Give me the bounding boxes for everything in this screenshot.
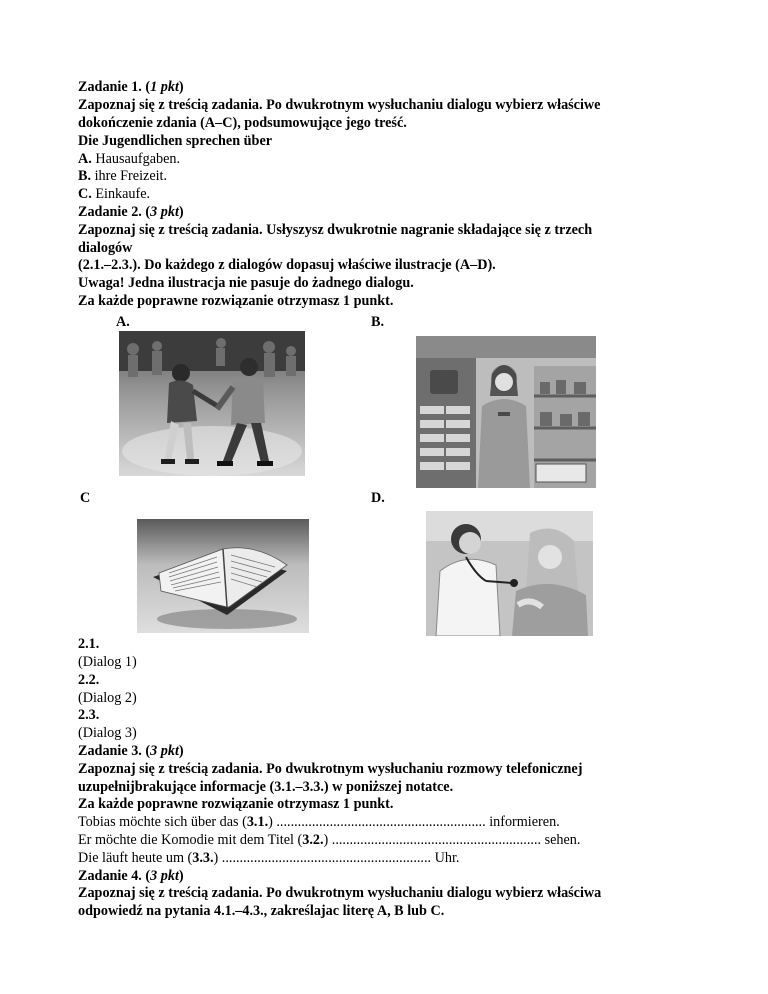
task3-sentence-1: Tobias möchte sich über das (3.1.) ........................................................... informieren. <box>78 814 560 830</box>
task3-sentence-3: Die läuft heute um (3.3.) ........................................................... Uhr. <box>78 850 460 866</box>
task3-sentence-2: Er möchte die Komodie mit dem Titel (3.2.) ........................................................... sehen. <box>78 832 581 848</box>
task1-option-c: C. Einkaufe. <box>78 186 151 202</box>
task3-instruction: uzupełnijbrakujące informacje (3.1.–3.3.) w poniższej notatce. <box>78 779 454 795</box>
ice-skating-image <box>119 331 305 476</box>
task1-instruction: Zapoznaj się z treścią zadania. Po dwukrotnym wysłuchaniu dialogu wybierz właściwe <box>78 97 601 113</box>
task2-title: Zadanie 2. (3 pkt) <box>78 204 184 220</box>
task1-instruction: dokończenie zdania (A–C), podsumowujące jego treść. <box>78 115 407 131</box>
image-label-a: A. <box>116 314 130 330</box>
task4-instruction: odpowiedź na pytania 4.1.–4.3., zakreślajac literę A, B lub C. <box>78 903 445 919</box>
task4-instruction: Zapoznaj się z treścią zadania. Po dwukrotnym wysłuchaniu dialogu wybierz właściwa <box>78 885 602 901</box>
task3-scoring: Za każde poprawne rozwiązanie otrzymasz 1 punkt. <box>78 796 394 812</box>
task1-option-a: A. Hausaufgaben. <box>78 151 181 167</box>
task3-instruction: Zapoznaj się z treścią zadania. Po dwukrotnym wysłuchaniu rozmowy telefonicznej <box>78 761 583 777</box>
task2-scoring: Za każde poprawne rozwiązanie otrzymasz 1 punkt. <box>78 293 394 309</box>
task2-instruction: (2.1.–2.3.). Do każdego z dialogów dopasuj właściwe ilustracje (A–D). <box>78 257 496 273</box>
item-2-1-number: 2.1. <box>78 636 100 652</box>
doctor-image <box>426 511 593 636</box>
item-2-2-dialog: (Dialog 2) <box>78 690 137 706</box>
item-2-3-number: 2.3. <box>78 707 100 723</box>
image-label-b: B. <box>371 314 385 330</box>
item-2-3-dialog: (Dialog 3) <box>78 725 137 741</box>
open-book-image <box>137 519 309 633</box>
item-2-2-number: 2.2. <box>78 672 100 688</box>
task3-title: Zadanie 3. (3 pkt) <box>78 743 184 759</box>
task1-title: Zadanie 1. (1 pkt) <box>78 79 184 95</box>
task1-option-b: B. ihre Freizeit. <box>78 168 168 184</box>
task1-stem: Die Jugendlichen sprechen über <box>78 133 273 149</box>
shop-image <box>416 336 596 488</box>
task4-title: Zadanie 4. (3 pkt) <box>78 868 184 884</box>
task2-instruction: Zapoznaj się z treścią zadania. Usłyszysz dwukrotnie nagranie składające się z trzech <box>78 222 593 238</box>
image-label-d: D. <box>371 490 385 506</box>
task2-note: Uwaga! Jedna ilustracja nie pasuje do żadnego dialogu. <box>78 275 414 291</box>
task2-instruction: dialogów <box>78 240 133 256</box>
item-2-1-dialog: (Dialog 1) <box>78 654 137 670</box>
image-label-c: C <box>80 490 91 506</box>
